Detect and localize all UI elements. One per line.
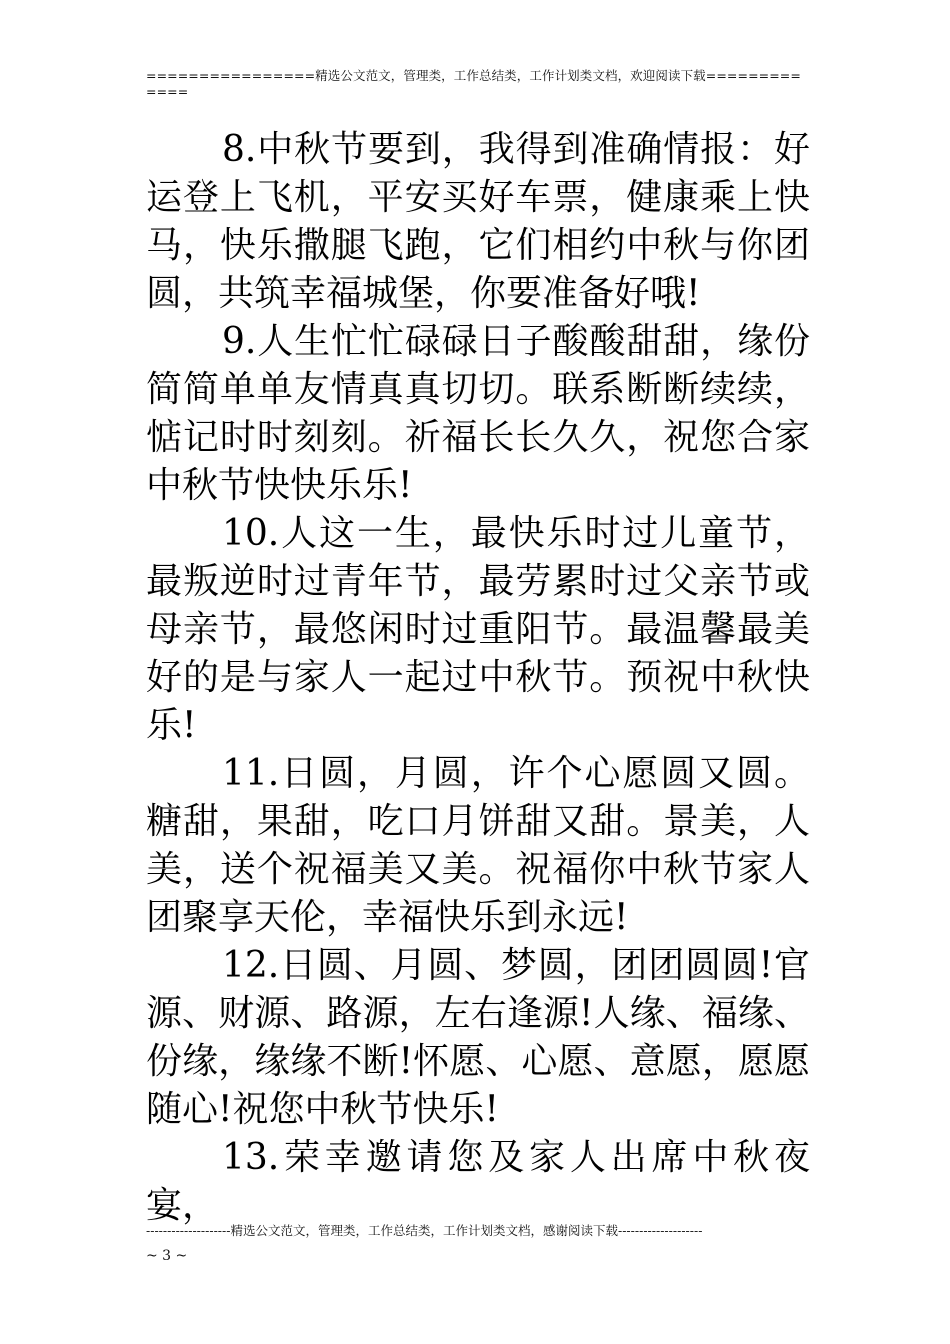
page-header: ================精选公文范文，管理类，工作总结类，工作计划类文档，欢迎阅读下载============= bbox=[146, 68, 801, 99]
paragraph-10: 10.人这一生，最快乐时过儿童节，最叛逆时过青年节，最劳累时过父亲节或母亲节，最悠闲时过重阳节。最温馨最美好的是与家人一起过中秋节。预祝中秋快乐! bbox=[146, 513, 810, 746]
page-footer: --------------------精选公文范文，管理类，工作总结类，工作计划类文档，感谢阅读下载-------------------- bbox=[146, 1223, 703, 1238]
paragraph-8: 8.中秋节要到，我得到准确情报：好运登上飞机，平安买好车票，健康乘上快马，快乐撒腿飞跑，它们相约中秋与你团圆，共筑幸福城堡，你要准备好哦! bbox=[146, 129, 810, 314]
page-number: ~ 3 ~ bbox=[146, 1248, 188, 1264]
paragraph-11: 11.日圆，月圆，许个心愿圆又圆。糖甜，果甜，吃口月饼甜又甜。景美，人美，送个祝福美又美。祝福你中秋节家人团聚享天伦，幸福快乐到永远! bbox=[146, 753, 810, 938]
document-body bbox=[146, 126, 810, 1230]
paragraph-12: 12.日圆、月圆、梦圆，团团圆圆!官源、财源、路源，左右逢源!人缘、福缘、份缘，缘缘不断!怀愿、心愿、意愿，愿愿随心!祝您中秋节快乐! bbox=[146, 945, 810, 1130]
paragraph-9: 9.人生忙忙碌碌日子酸酸甜甜，缘份简简单单友情真真切切。联系断断续续，惦记时时刻刻。祈福长长久久，祝您合家中秋节快快乐乐! bbox=[146, 321, 810, 506]
paragraph-13: 13.荣幸邀请您及家人出席中秋夜宴， bbox=[146, 1137, 810, 1226]
